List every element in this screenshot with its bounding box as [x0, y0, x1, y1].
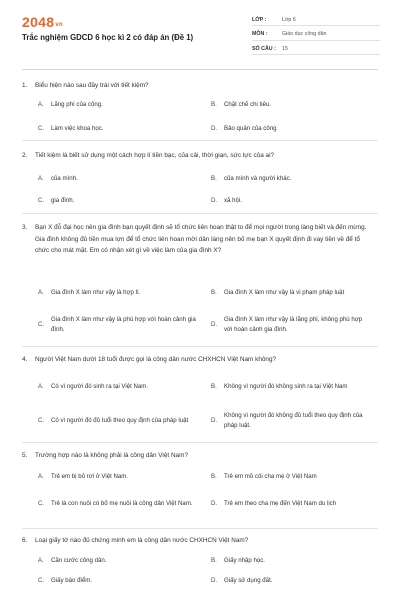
option-b[interactable] [211, 282, 371, 304]
option-text: Trẻ là con nuôi có bố mẹ nuôi là công dân Việt Nam. [51, 500, 193, 507]
page-header [0, 0, 400, 70]
question-number: 3. [22, 224, 28, 231]
option-text: Trẻ em bị bỏ rơi ở Việt Nam. [51, 473, 129, 480]
question-divider [22, 346, 378, 347]
meta-row-class [252, 14, 380, 26]
option-letter: D. [211, 321, 218, 328]
option-d[interactable] [211, 493, 371, 515]
option-letter: C. [38, 321, 45, 328]
option-letter: C. [38, 197, 45, 204]
option-letter: A. [38, 101, 44, 108]
question-number: 2. [22, 152, 28, 159]
question-number: 4. [22, 356, 28, 363]
option-text: Làm việc khoa học. [51, 125, 104, 132]
question-divider [22, 528, 378, 529]
option-c[interactable] [38, 410, 198, 432]
option-a[interactable] [38, 174, 198, 184]
option-d[interactable] [211, 410, 371, 432]
option-letter: D. [211, 500, 218, 507]
option-c[interactable] [38, 576, 198, 586]
meta-label: SỐ CÂU : [252, 45, 276, 52]
option-a[interactable] [38, 556, 198, 566]
option-a[interactable] [38, 100, 198, 110]
option-text: Không vì người đó không đủ tuổi theo quy định của pháp luật. [224, 412, 363, 429]
question-divider [22, 442, 378, 443]
question-number: 1. [22, 82, 28, 89]
meta-label: MÔN : [252, 31, 268, 37]
option-text: Gia đình X làm như vậy là lãng phí, không phù hợp với hoàn cảnh gia đình. [224, 316, 363, 333]
option-c[interactable] [38, 124, 198, 134]
meta-value: 15 [282, 45, 288, 52]
option-text: xã hội. [224, 197, 242, 204]
option-b[interactable] [211, 100, 371, 110]
option-text: của mình và người khác. [224, 175, 292, 182]
question-body: Trường hợp nào là không phải là công dân Việt Nam? [35, 452, 188, 459]
question-body: Tiết kiệm là biết sử dụng một cách hợp lí tiền bạc, của cải, thời gian, sức lực của ai? [35, 152, 275, 159]
option-letter: C. [38, 500, 45, 507]
option-text: Căn cước công dân. [51, 557, 107, 564]
option-letter: D. [211, 197, 218, 204]
option-letter: C. [38, 125, 45, 132]
option-text: Gia đình X làm như vậy là hợp lí. [51, 289, 141, 296]
option-text: Có vì người đó sinh ra tại Việt Nam. [51, 383, 149, 390]
option-letter: B. [211, 383, 217, 390]
option-text: Chặt chẽ chi tiêu. [224, 101, 272, 108]
option-letter: B. [211, 473, 217, 480]
option-d[interactable] [211, 314, 371, 336]
option-text: Trẻ em mồ côi cha mẹ ở Việt Nam [224, 473, 317, 480]
logo-suffix: vn [55, 22, 63, 28]
option-c[interactable] [38, 314, 198, 336]
option-a[interactable] [38, 472, 198, 482]
option-a[interactable] [38, 282, 198, 304]
option-d[interactable] [211, 124, 371, 134]
question-number: 5. [22, 452, 28, 459]
option-b[interactable] [211, 556, 371, 566]
meta-value: Giáo dục công dân [282, 31, 327, 37]
option-letter: D. [211, 125, 218, 132]
question-number: 6. [22, 537, 28, 544]
meta-label: LỚP : [252, 16, 267, 23]
option-text: Giấy nhập học. [224, 557, 265, 564]
option-text: Lãng phí của công. [51, 101, 103, 108]
option-b[interactable] [211, 472, 371, 482]
option-text: Bảo quản của công [224, 125, 277, 132]
option-text: Gia đình X làm như vậy là vi phạm pháp luật [224, 289, 345, 296]
option-letter: A. [38, 383, 44, 390]
question-body: Loại giấy tờ nào đủ chứng minh em là công dân nước CHXHCN Việt Nam? [35, 537, 249, 544]
option-letter: A. [38, 175, 44, 182]
option-text: Giấy báo điểm. [51, 577, 92, 584]
header-divider [22, 69, 378, 70]
option-d[interactable] [211, 196, 371, 206]
option-b[interactable] [211, 174, 371, 184]
option-letter: A. [38, 473, 44, 480]
logo-text: 2048 [22, 14, 55, 30]
option-text: Trẻ em theo cha mẹ đến Việt Nam du lịch [224, 500, 337, 507]
question-divider [22, 140, 378, 141]
page-title: Trắc nghiệm GDCD 6 học kì 2 có đáp án (Đề 1) [22, 33, 194, 42]
option-text: Có vì người đó đủ tuổi theo quy định của pháp luật [51, 417, 189, 424]
option-letter: D. [211, 577, 218, 584]
option-letter: D. [211, 417, 218, 424]
meta-row-subject [252, 29, 380, 41]
option-d[interactable] [211, 576, 371, 586]
option-letter: B. [211, 289, 217, 296]
option-letter: A. [38, 289, 44, 296]
meta-panel [252, 14, 380, 58]
option-letter: C. [38, 577, 45, 584]
option-a[interactable] [38, 376, 198, 398]
question-divider [22, 213, 378, 214]
option-letter: B. [211, 101, 217, 108]
question-body: Bạn X đỗ đại học nên gia đình bạn quyết định sẽ tổ chức liên hoan thật to để mọi người trong làng biết và đến mừng. Gia đình không đủ tiền mua lợn để tổ chức liên hoan mời dân làng nên bố mẹ bạn X quyết định đi vay tiền về để tổ chức cho mát mặt. Em có nhận xét gì về việc làm của gia đình X? [35, 224, 367, 254]
question-body: Biểu hiện nào sau đây trái với tiết kiệm? [35, 82, 149, 89]
option-letter: A. [38, 557, 44, 564]
option-letter: B. [211, 557, 217, 564]
option-text: Gia đình X làm như vậy là phù hợp với hoàn cảnh gia đình. [51, 316, 196, 333]
site-logo[interactable] [22, 14, 63, 30]
option-c[interactable] [38, 493, 198, 515]
option-b[interactable] [211, 376, 371, 398]
option-text: của mình. [51, 175, 78, 182]
option-letter: B. [211, 175, 217, 182]
option-letter: C. [38, 417, 45, 424]
option-c[interactable] [38, 196, 198, 206]
option-text: gia đình. [51, 197, 75, 204]
meta-row-count [252, 43, 380, 55]
question-body: Người Việt Nam dưới 18 tuổi được gọi là công dân nước CHXHCN Việt Nam không? [35, 356, 277, 363]
option-text: Không vì người đó không sinh ra tại Việt Nam [224, 383, 348, 390]
meta-value: Lớp 6 [282, 16, 296, 23]
option-text: Giấy sử dụng đất. [224, 577, 273, 584]
